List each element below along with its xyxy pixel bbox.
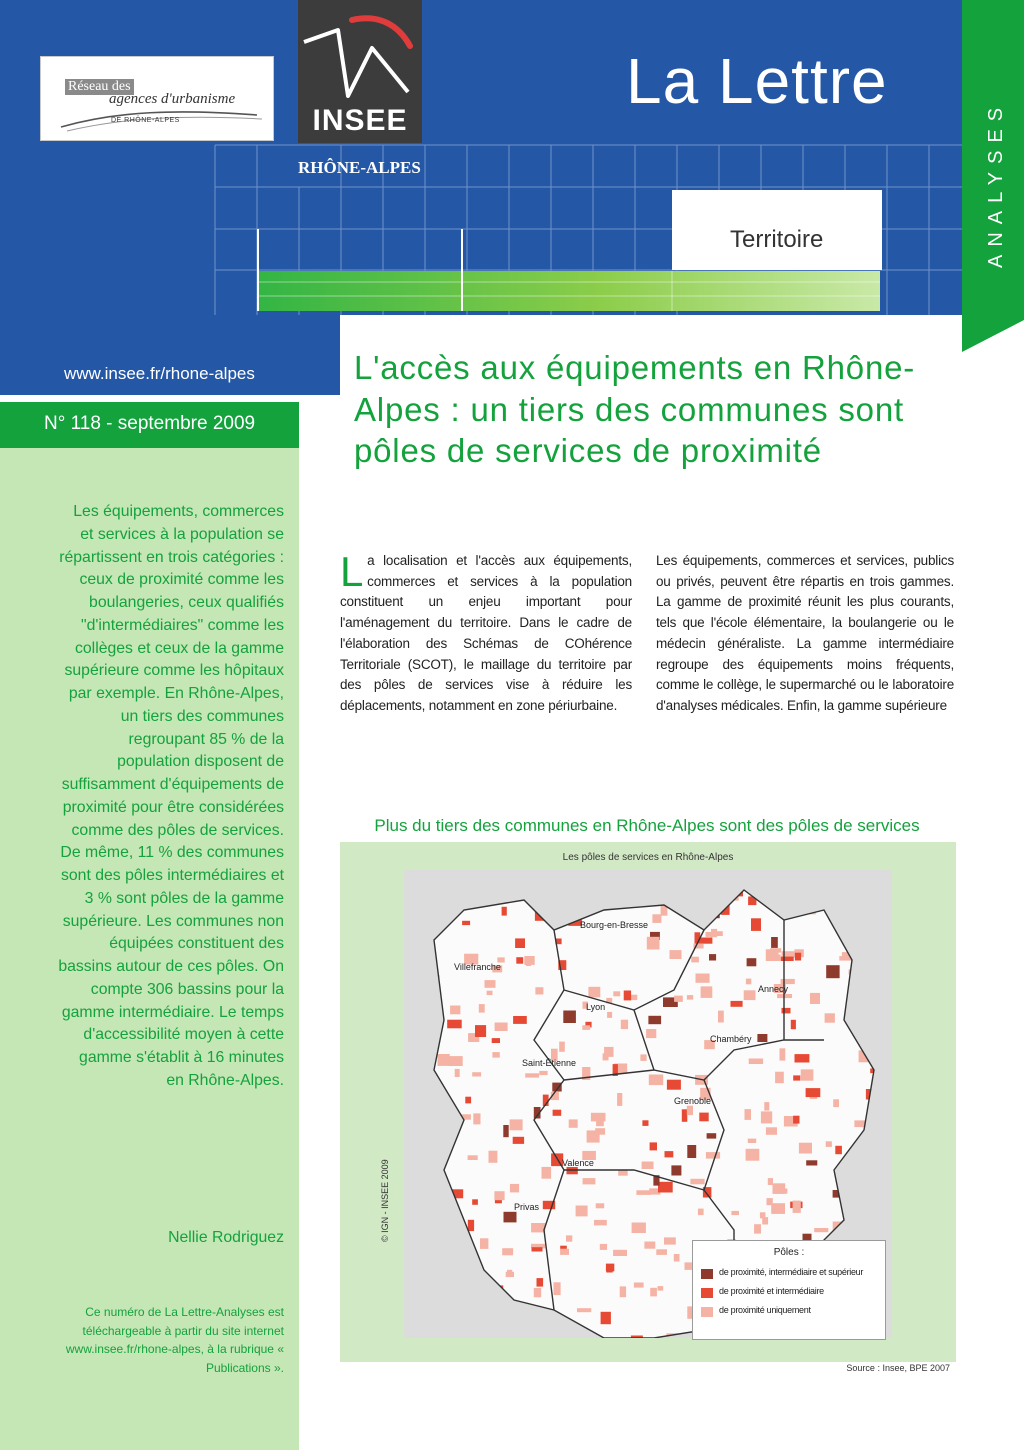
commune-cell xyxy=(624,991,631,1001)
commune-cell xyxy=(835,1146,842,1154)
city-label: Valence xyxy=(562,1158,594,1168)
commune-cell xyxy=(650,1288,657,1297)
commune-cell xyxy=(773,1183,786,1194)
commune-cell xyxy=(475,1025,486,1037)
commune-cell xyxy=(503,1125,508,1137)
commune-cell xyxy=(650,1142,657,1150)
map-source: Source : Insee, BPE 2007 xyxy=(846,1363,950,1373)
city-label: Privas xyxy=(514,1202,540,1212)
commune-cell xyxy=(632,1223,646,1234)
city-label: Lyon xyxy=(586,1002,606,1012)
commune-cell xyxy=(479,1004,485,1013)
commune-cell xyxy=(793,1201,801,1213)
commune-cell xyxy=(667,1080,681,1090)
commune-cell xyxy=(757,1034,767,1042)
commune-cell xyxy=(647,937,660,950)
commune-cell xyxy=(480,1238,488,1249)
commune-cell xyxy=(731,1001,743,1007)
commune-cell xyxy=(468,1220,474,1231)
commune-cell xyxy=(502,1248,513,1255)
commune-cell xyxy=(607,1012,612,1018)
commune-cell xyxy=(782,1008,791,1014)
legend-label: de proximité et intermédiaire xyxy=(719,1286,824,1296)
commune-cell xyxy=(771,955,781,961)
commune-cell xyxy=(513,1137,524,1144)
insee-logo-text: INSEE xyxy=(312,104,408,137)
commune-cell xyxy=(806,1160,817,1165)
agency-logo-line2: agences d'urbanisme xyxy=(109,91,236,107)
commune-cell xyxy=(472,1072,481,1076)
commune-cell xyxy=(771,937,778,948)
commune-cell xyxy=(826,965,839,978)
commune-cell xyxy=(674,1254,680,1262)
commune-cell xyxy=(485,980,496,988)
publication-title: La Lettre xyxy=(626,45,888,117)
commune-cell xyxy=(825,1013,835,1022)
commune-cell xyxy=(553,1110,562,1116)
commune-cell xyxy=(620,1286,626,1297)
legend-swatch xyxy=(701,1288,713,1298)
commune-cell xyxy=(617,1093,622,1106)
commune-cell xyxy=(504,1212,517,1223)
commune-cell xyxy=(709,954,716,960)
commune-cell xyxy=(587,1130,600,1142)
commune-cell xyxy=(748,1139,756,1143)
commune-cell xyxy=(455,1069,460,1077)
commune-cell xyxy=(718,1011,724,1023)
commune-cell xyxy=(591,1113,606,1122)
commune-cell xyxy=(472,1199,478,1205)
commune-cell xyxy=(468,1155,478,1160)
commune-cell xyxy=(768,1178,773,1185)
commune-cell xyxy=(795,953,801,961)
issue-number: N° 118 - septembre 2009 xyxy=(44,413,256,434)
commune-cell xyxy=(563,1011,576,1024)
commune-cell xyxy=(604,1047,613,1057)
commune-cell xyxy=(793,1116,799,1124)
commune-cell xyxy=(658,1286,664,1291)
commune-cell xyxy=(761,1111,772,1123)
commune-cell xyxy=(600,1244,607,1250)
section-label: Territoire xyxy=(730,226,824,253)
commune-cell xyxy=(492,1038,500,1043)
commune-cell xyxy=(665,1151,674,1157)
map-copyright: © IGN - INSEE 2009 xyxy=(380,1159,390,1242)
commune-cell xyxy=(687,995,693,1000)
download-note: Ce numéro de La Lettre-Analyses est téléchargeable à partir du site internet www.insee.fr/rhone-alpes, à la rubrique « Publications ». xyxy=(65,1305,284,1375)
commune-cell xyxy=(799,1143,812,1154)
city-label: Bourg-en-Bresse xyxy=(580,920,649,930)
city-label: Annecy xyxy=(758,984,789,994)
map-subtitle: Les pôles de services en Rhône-Alpes xyxy=(562,852,734,863)
commune-cell xyxy=(448,1056,463,1066)
commune-cell xyxy=(588,987,600,998)
commune-cell xyxy=(492,1052,499,1058)
commune-cell xyxy=(699,938,712,944)
map-figure xyxy=(340,842,956,1362)
commune-cell xyxy=(767,1198,773,1205)
commune-cell xyxy=(687,1145,696,1158)
commune-cell xyxy=(685,1262,692,1270)
city-label: Saint-Étienne xyxy=(522,1058,577,1068)
commune-cell xyxy=(687,1106,693,1115)
commune-cell xyxy=(793,1075,800,1080)
commune-cell xyxy=(707,1133,717,1138)
commune-cell xyxy=(648,1016,661,1024)
commune-cell xyxy=(582,1025,590,1030)
commune-cell xyxy=(682,1109,688,1122)
commune-cell xyxy=(569,1119,578,1127)
agency-logo-line1: Réseau des xyxy=(65,79,134,95)
commune-cell xyxy=(618,1170,628,1176)
body-column-1-text: a localisation et l'accès aux équipements, commerces et services à la population constituent un enjeu important pour l'aménagement du territoire. Dans le cadre de l'élaboration des Schémas de COhérence Territoriale (SCOT), le maillage du territoire par des pôles de services vise à réduire les déplacements, notamment en zone périurbaine. xyxy=(340,553,632,713)
commune-cell xyxy=(621,1020,628,1029)
commune-cell xyxy=(554,1282,561,1295)
commune-cell xyxy=(691,957,699,963)
commune-cell xyxy=(744,990,756,1000)
commune-cell xyxy=(438,1054,450,1066)
commune-cell xyxy=(465,1097,471,1104)
commune-cell xyxy=(606,1268,612,1272)
commune-cell xyxy=(747,958,757,966)
commune-cell xyxy=(674,996,683,1002)
insee-logo xyxy=(298,0,422,143)
commune-cell xyxy=(583,1178,596,1184)
commune-cell xyxy=(525,1073,539,1077)
agency-logo-line3: DE RHÔNE-ALPES xyxy=(111,117,180,124)
commune-cell xyxy=(751,918,761,931)
insee-region: RHÔNE-ALPES xyxy=(298,158,421,177)
commune-cell xyxy=(531,1223,545,1232)
city-label: Villefranche xyxy=(454,962,501,972)
commune-cell xyxy=(795,1054,810,1062)
commune-cell xyxy=(577,1308,591,1312)
commune-cell xyxy=(495,1023,508,1032)
city-label: Chambéry xyxy=(710,1034,752,1044)
legend-swatch xyxy=(701,1269,713,1279)
commune-cell xyxy=(613,991,620,996)
commune-cell xyxy=(698,1209,704,1216)
commune-cell xyxy=(764,1102,769,1111)
commune-cell xyxy=(770,948,781,952)
commune-cell xyxy=(542,1167,552,1179)
commune-cell xyxy=(781,957,794,961)
commune-cell xyxy=(537,1278,544,1287)
commune-cell xyxy=(506,1272,514,1277)
commune-cell xyxy=(462,921,470,925)
commune-cell xyxy=(754,1224,761,1233)
commune-cell xyxy=(746,1149,760,1161)
insee-logo-mark-icon xyxy=(298,0,422,104)
commune-cell xyxy=(510,1184,519,1193)
map-legend xyxy=(692,1240,886,1340)
commune-cell xyxy=(487,991,493,995)
website-link[interactable]: www.insee.fr/rhone-alpes xyxy=(64,364,255,383)
commune-cell xyxy=(646,1029,656,1038)
article-title: L'accès aux équipements en Rhône-Alpes : un tiers des communes sont pôles de services de proximité xyxy=(354,349,916,469)
dropcap: L xyxy=(340,548,364,595)
legend-label: de proximité, intermédiaire et supérieur xyxy=(719,1267,864,1277)
commune-cell xyxy=(494,1191,504,1200)
commune-cell xyxy=(613,1250,627,1256)
commune-cell xyxy=(502,907,507,916)
commune-cell xyxy=(671,1165,681,1175)
commune-cell xyxy=(690,1179,704,1185)
commune-cell xyxy=(762,1217,768,1224)
commune-cell xyxy=(745,1109,752,1120)
commune-cell xyxy=(656,1249,667,1255)
commune-cell xyxy=(559,1042,565,1052)
commune-cell xyxy=(706,1152,720,1159)
commune-cell xyxy=(658,1182,673,1193)
commune-cell xyxy=(516,957,523,964)
commune-cell xyxy=(634,1283,644,1288)
commune-cell xyxy=(489,1151,498,1163)
commune-cell xyxy=(701,986,713,998)
commune-cell xyxy=(642,1120,648,1126)
commune-cell xyxy=(806,1088,821,1097)
commune-cell xyxy=(601,1312,611,1324)
summary-text: Les équipements, commerces et services à la population se répartissent en trois catégories : ceux de proximité comme les boulangeries, ceux qualifiés "d'intermédiaires" comme les collèges et ceux de la gamme supérieure comme les hôpitaux par exemple. En Rhône-Alpes, un tiers des communes regroupant 85 % de la population disposent de suffisamment d'équipements de proximité pour être considérées comme des pôles de services. De même, 11 % des communes sont des pôles intermédiaires et 3 % sont pôles de la gamme supérieure. Les communes non équipées constituent des bassins autour de ces pôles. On compte 306 bassins pour la gamme intermédiaire. Le temps d'accessibilité moyen à cette gamme s'établit à 16 minutes en Rhône-Alpes. xyxy=(58,503,284,1089)
body-column-1 xyxy=(340,548,632,717)
agency-logo xyxy=(40,56,274,141)
commune-cell xyxy=(539,1071,547,1075)
commune-cell xyxy=(766,1127,777,1135)
series-vertical-text: ANALYSES xyxy=(985,99,1007,268)
commune-cell xyxy=(450,1006,460,1015)
commune-cell xyxy=(513,1016,527,1024)
commune-cell xyxy=(749,1059,763,1065)
commune-cell xyxy=(560,1249,569,1255)
commune-cell xyxy=(473,1113,480,1124)
commune-cell xyxy=(532,1247,543,1251)
commune-cell xyxy=(775,1072,784,1084)
commune-cell xyxy=(576,1206,588,1217)
commune-cell xyxy=(642,1162,654,1170)
commune-cell xyxy=(699,1113,708,1122)
commune-cell xyxy=(771,1203,785,1214)
commune-cell xyxy=(670,950,682,959)
city-label: Grenoble xyxy=(674,1096,712,1106)
figure-title: Plus du tiers des communes en Rhône-Alpes sont des pôles de services xyxy=(374,816,920,835)
commune-cell xyxy=(510,1119,523,1130)
commune-cell xyxy=(644,1242,655,1249)
commune-cell xyxy=(534,1288,541,1297)
commune-cell xyxy=(535,987,543,994)
legend-label: de proximité uniquement xyxy=(719,1305,811,1315)
commune-cell xyxy=(791,1020,796,1029)
commune-cell xyxy=(696,974,710,983)
commune-cell xyxy=(746,979,751,985)
legend-title: Pôles : xyxy=(773,1247,805,1258)
commune-cell xyxy=(636,1190,651,1195)
commune-cell xyxy=(664,1237,676,1244)
legend-swatch xyxy=(701,1307,713,1317)
commune-cell xyxy=(594,1220,607,1226)
series-vertical-label xyxy=(962,40,1024,270)
commune-cell xyxy=(524,956,534,965)
commune-cell xyxy=(640,1054,646,1061)
body-column-2: Les équipements, commerces et services, publics ou privés, peuvent être répartis en trois gammes. La gamme de proximité réunit les plus courants, tels que l'école élémentaire, la boulangerie ou le médecin généraliste. La gamme intermédiaire regroupe des équipements moins fréquents, comme le collège, le supermarché ou le laboratoire d'analyses médicales. Enfin, la gamme supérieure xyxy=(656,553,954,713)
commune-cell xyxy=(801,1069,814,1080)
commune-cell xyxy=(515,938,525,948)
commune-cell xyxy=(649,1075,663,1086)
commune-cell xyxy=(706,932,717,937)
commune-cell xyxy=(810,993,820,1004)
commune-cell xyxy=(814,1228,828,1232)
commune-cell xyxy=(447,1020,462,1029)
commune-cell xyxy=(652,914,661,923)
commune-cell xyxy=(566,1235,572,1241)
author-name: Nellie Rodriguez xyxy=(168,1229,284,1246)
commune-cell xyxy=(780,1048,786,1060)
commune-cell xyxy=(826,1141,832,1147)
commune-cell xyxy=(833,1099,839,1107)
commune-cell xyxy=(596,1203,605,1208)
commune-cell xyxy=(731,1211,739,1215)
